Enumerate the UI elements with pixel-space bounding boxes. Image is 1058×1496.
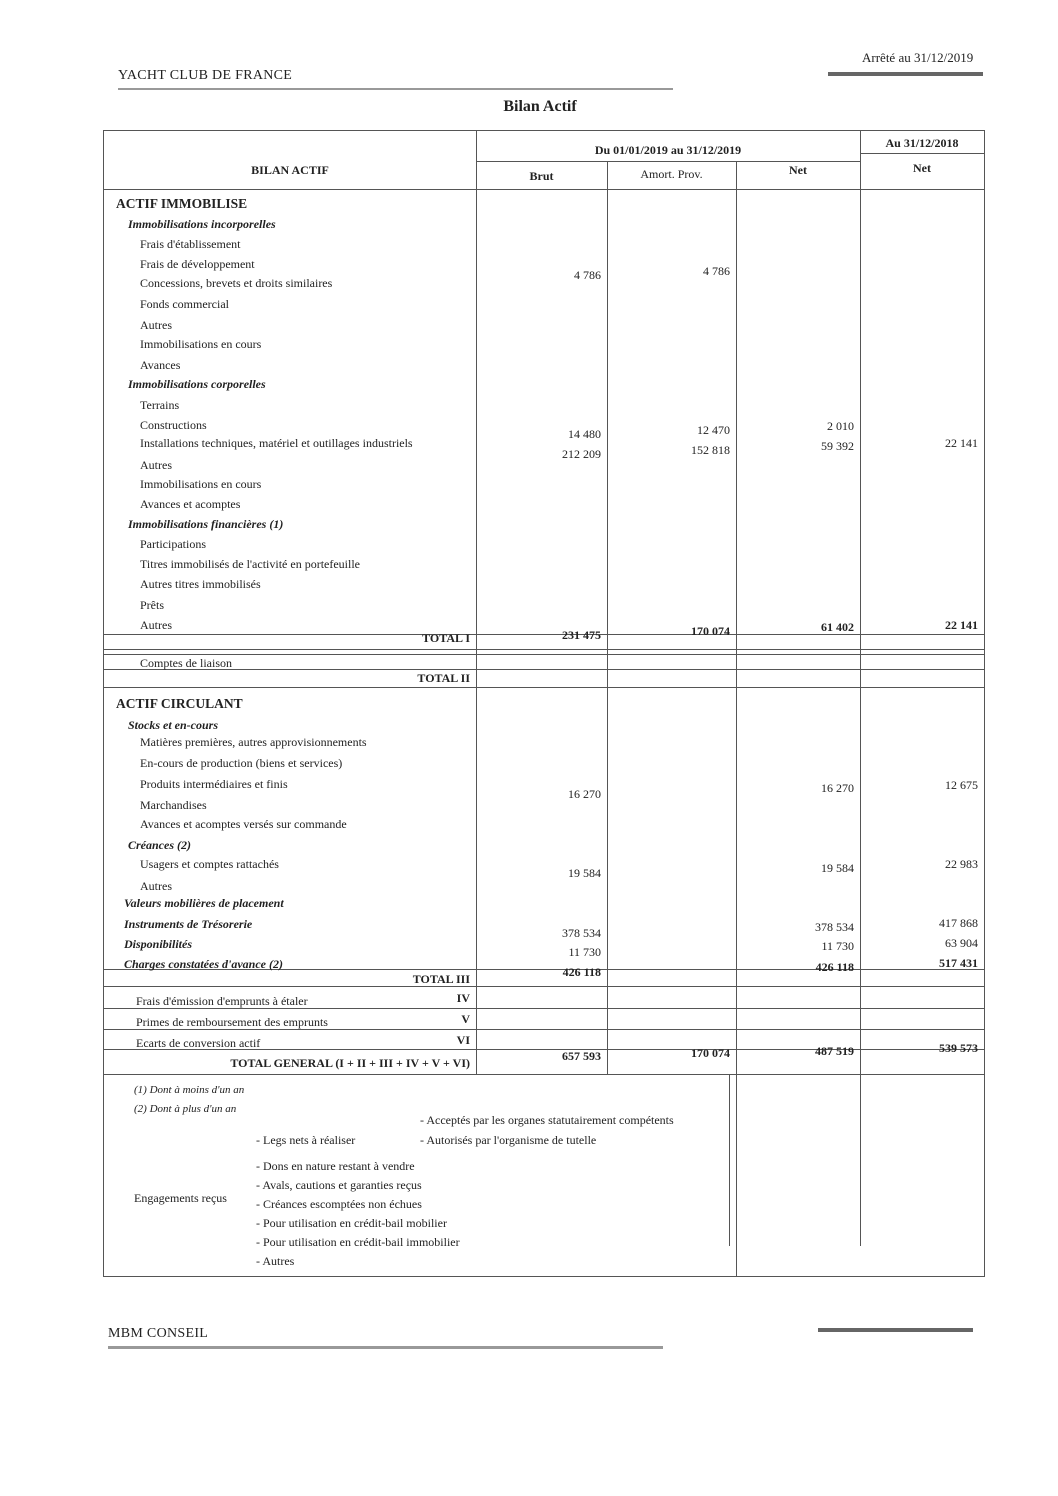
row-v-numeral: V [461, 1012, 470, 1026]
total-iii-bottom [104, 986, 984, 987]
total-i-amort: 170 074 [691, 624, 730, 638]
row-iv-numeral: IV [456, 991, 470, 1005]
col-divider-amort [736, 161, 737, 1276]
row-autres-corp: Autres [140, 458, 172, 472]
installations-amort: 152 818 [691, 443, 730, 457]
col-header-net: Net [789, 163, 807, 177]
row-iv-bottom [104, 1008, 984, 1009]
total-i-brut: 231 475 [562, 628, 601, 642]
section-actif-circulant: ACTIF CIRCULANT [116, 696, 243, 711]
col-divider-brut [607, 161, 608, 1074]
row-participations: Participations [140, 537, 206, 551]
dispo-prev: 63 904 [945, 936, 978, 950]
sub-stocks: Stocks et en-cours [128, 718, 218, 732]
concessions-brut: 4 786 [574, 268, 601, 282]
row-installations: Installations techniques, matériel et outillages industriels [140, 436, 413, 450]
row-v-bottom [104, 1029, 984, 1030]
eng-credit-mobilier: - Pour utilisation en crédit-bail mobilier [256, 1216, 447, 1230]
row-frais-etablissement: Frais d'établissement [140, 237, 241, 251]
total-ii-bottom [104, 687, 984, 688]
row-comptes-liaison: Comptes de liaison [140, 656, 232, 670]
legs-label: - Legs nets à réaliser [256, 1133, 356, 1147]
engagements-label: Engagements reçus [134, 1191, 227, 1205]
header-rule-left [118, 88, 673, 90]
total-general-bottom [104, 1074, 984, 1075]
row-tresorerie: Instruments de Trésorerie [124, 917, 253, 931]
row-prets: Prêts [140, 598, 164, 612]
stocks-net: 16 270 [821, 781, 854, 795]
row-vmp: Valeurs mobilières de placement [124, 896, 284, 910]
treso-net: 378 534 [815, 920, 854, 934]
row-vi-numeral: VI [456, 1033, 470, 1047]
constructions-amort: 12 470 [697, 423, 730, 437]
row-fonds-commercial: Fonds commercial [140, 297, 229, 311]
installations-prev: 22 141 [945, 436, 978, 450]
col-header-period: Du 01/01/2019 au 31/12/2019 [594, 143, 742, 157]
col-header-brut: Brut [529, 169, 554, 183]
col-header-label: BILAN ACTIF [251, 163, 329, 177]
row-autres-incorp: Autres [140, 318, 172, 332]
eng-credit-immobilier: - Pour utilisation en crédit-bail immobilier [256, 1235, 460, 1249]
row-primes: Primes de remboursement des emprunts [136, 1015, 328, 1029]
col-header-prev-net: Net [913, 161, 931, 175]
header-rule-right [828, 72, 983, 76]
total-i-bottom [104, 649, 984, 650]
row-avances-incorp: Avances [140, 358, 181, 372]
total-ii-top [104, 669, 984, 670]
footer-firm: MBM CONSEIL [108, 1326, 209, 1341]
note-plus-un-an: (2) Dont à plus d'un an [134, 1103, 237, 1115]
footer-rule-right [818, 1328, 973, 1332]
row-usagers: Usagers et comptes rattachés [140, 857, 279, 871]
treso-brut: 378 534 [562, 926, 601, 940]
sub-immo-incorporelles: Immobilisations incorporelles [128, 217, 276, 231]
constructions-brut: 14 480 [568, 427, 601, 441]
col-divider-notes-right [729, 1074, 730, 1246]
header-bottom-line [104, 189, 984, 190]
note-moins-un-an: (1) Dont à moins d'un an [134, 1084, 245, 1096]
total-general-label: TOTAL GENERAL (I + II + III + IV + V + VI) [230, 1056, 470, 1070]
balance-sheet-table [103, 130, 985, 1277]
total-general-prev: 539 573 [939, 1041, 978, 1055]
usagers-prev: 22 983 [945, 857, 978, 871]
dispo-net: 11 730 [821, 939, 854, 953]
stocks-brut: 16 270 [568, 787, 601, 801]
row-autres-creances: Autres [140, 879, 172, 893]
total-general-amort: 170 074 [691, 1046, 730, 1060]
eng-avals: - Avals, cautions et garanties reçus [256, 1178, 422, 1192]
row-frais-emission: Frais d'émission d'emprunts à étaler [136, 994, 308, 1008]
row-marchandises: Marchandises [140, 798, 207, 812]
footer-rule-left [108, 1346, 663, 1349]
legs-autorises: - Autorisés par l'organisme de tutelle [420, 1133, 597, 1147]
sub-immo-financieres: Immobilisations financières (1) [128, 517, 284, 531]
section-actif-immobilise: ACTIF IMMOBILISE [116, 196, 248, 211]
eng-dons: - Dons en nature restant à vendre [256, 1159, 415, 1173]
row-produits: Produits intermédiaires et finis [140, 777, 288, 791]
col-divider-net [860, 131, 861, 1246]
row-terrains: Terrains [140, 398, 180, 412]
row-titres-activite: Titres immobilisés de l'activité en portefeuille [140, 557, 361, 571]
total-iii-prev: 517 431 [939, 956, 978, 970]
total-iii-net: 426 118 [815, 960, 854, 974]
row-immo-en-cours-incorp: Immobilisations en cours [140, 337, 262, 351]
prev-sub-line [860, 153, 984, 154]
concessions-amort: 4 786 [703, 264, 730, 278]
organization-name: YACHT CLUB DE FRANCE [118, 68, 293, 83]
sub-creances: Créances (2) [128, 838, 191, 852]
sub-immo-corporelles: Immobilisations corporelles [128, 377, 266, 391]
total-general-brut: 657 593 [562, 1049, 601, 1063]
row-en-cours-production: En-cours de production (biens et services) [140, 756, 343, 770]
total-iii-brut: 426 118 [562, 965, 601, 979]
col-header-amort: Amort. Prov. [640, 167, 703, 181]
usagers-brut: 19 584 [568, 866, 601, 880]
total-general-net: 487 519 [815, 1044, 854, 1058]
legs-acceptes: - Acceptés par les organes statutairement compétents [420, 1113, 674, 1127]
col-header-prev-period: Au 31/12/2018 [885, 136, 959, 150]
row-matieres: Matières premières, autres approvisionnements [140, 735, 367, 749]
row-avances-acomptes: Avances et acomptes [140, 497, 241, 511]
total-iii-label: TOTAL III [412, 972, 470, 986]
total-ii-label: TOTAL II [417, 671, 470, 685]
installations-net: 59 392 [821, 439, 854, 453]
row-avances-commande: Avances et acomptes versés sur commande [140, 817, 347, 831]
treso-prev: 417 868 [939, 916, 978, 930]
total-i-net: 61 402 [821, 620, 854, 634]
row-charges-constatees: Charges constatées d'avance (2) [124, 957, 283, 971]
row-constructions: Constructions [140, 418, 207, 432]
page-title: Bilan Actif [503, 98, 577, 115]
installations-brut: 212 209 [562, 447, 601, 461]
total-i-label: TOTAL I [422, 631, 470, 645]
period-sub-line [476, 161, 860, 162]
closing-date: Arrêté au 31/12/2019 [862, 50, 974, 65]
usagers-net: 19 584 [821, 861, 854, 875]
row-autres-titres: Autres titres immobilisés [140, 577, 261, 591]
eng-creances: - Créances escomptées non échues [256, 1197, 422, 1211]
total-i-prev: 22 141 [945, 618, 978, 632]
constructions-net: 2 010 [827, 419, 854, 433]
row-frais-developpement: Frais de développement [140, 257, 255, 271]
row-disponibilites: Disponibilités [124, 937, 193, 951]
eng-autres: - Autres [256, 1254, 295, 1268]
row-immo-en-cours-corp: Immobilisations en cours [140, 477, 262, 491]
liaison-top [104, 654, 984, 655]
stocks-prev: 12 675 [945, 778, 978, 792]
row-autres-fin: Autres [140, 618, 172, 632]
row-concessions: Concessions, brevets et droits similaires [140, 276, 333, 290]
dispo-brut: 11 730 [568, 945, 601, 959]
row-ecarts: Ecarts de conversion actif [136, 1036, 261, 1050]
